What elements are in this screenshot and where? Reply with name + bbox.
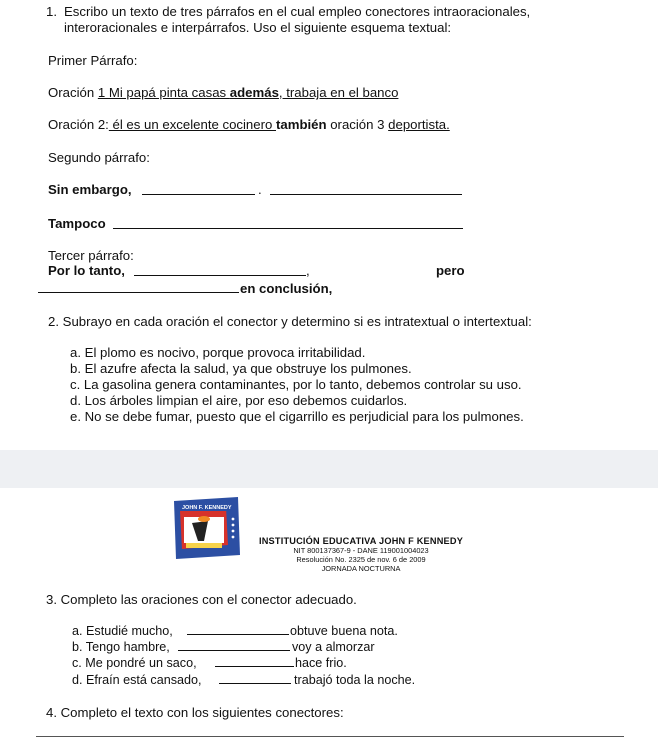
- q2-item-b: b. El azufre afecta la salud, ya que obstruye los pulmones.: [70, 361, 412, 376]
- q3-instruction: 3. Completo las oraciones con el conector adecuado.: [46, 592, 357, 607]
- q2-item-c: c. La gasolina genera contaminantes, por lo tanto, debemos controlar su uso.: [70, 377, 522, 392]
- q1-instruction-line1: Escribo un texto de tres párrafos en el cual empleo conectores intraoracionales,: [64, 4, 531, 19]
- institution-name: INSTITUCIÓN EDUCATIVA JOHN F KENNEDY: [258, 536, 464, 546]
- oracion-2-middle: oración 3: [326, 117, 389, 132]
- segundo-parrafo-heading: Segundo párrafo:: [48, 150, 150, 165]
- por-lo-tanto-blank[interactable]: [134, 275, 306, 276]
- q1-instruction-line2: interoracionales e interpárrafos. Uso el siguiente esquema textual:: [64, 20, 452, 35]
- sin-embargo-label: Sin embargo,: [48, 182, 132, 197]
- tampoco-blank[interactable]: [113, 228, 463, 229]
- oracion-2-connector: también: [276, 117, 327, 132]
- oracion-1-part2: , trabaja en el banco: [278, 85, 399, 100]
- institution-header: [252, 536, 470, 573]
- sin-embargo-blank-1[interactable]: [142, 194, 255, 195]
- q2-item-e: e. No se debe fumar, puesto que el cigarrillo es perjudicial para los pulmones.: [70, 409, 524, 424]
- q2-instruction: 2. Subrayo en cada oración el conector y determino si es intratextual o intertextual:: [48, 314, 532, 329]
- por-lo-tanto-comma: ,: [306, 263, 310, 278]
- oracion-2-prefix: Oración 2:: [48, 117, 109, 132]
- q3-item-a-blank[interactable]: [187, 634, 289, 635]
- primer-parrafo-heading: Primer Párrafo:: [48, 53, 138, 68]
- q3-item-d-right: trabajó toda la noche.: [294, 673, 416, 687]
- pero-blank[interactable]: [38, 292, 239, 293]
- en-conclusion-label: en conclusión,: [240, 281, 333, 296]
- page-separator: [0, 450, 658, 488]
- q3-item-b-right: voy a almorzar: [292, 640, 375, 654]
- q3-item-d-left: d. Efraín está cansado,: [72, 673, 202, 687]
- school-logo: [174, 497, 240, 559]
- institution-nit: NIT 800137367-9 - DANE 119001004023: [293, 546, 429, 555]
- q3-item-b-blank[interactable]: [178, 650, 290, 651]
- institution-schedule: JORNADA NOCTURNA: [321, 564, 401, 573]
- sin-embargo-blank-2[interactable]: [270, 194, 462, 195]
- q4-instruction: 4. Completo el texto con los siguientes conectores:: [46, 705, 344, 720]
- oracion-2: [48, 117, 450, 133]
- por-lo-tanto-label: Por lo tanto,: [48, 263, 125, 278]
- oracion-1-prefix: Oración: [48, 85, 98, 100]
- tercer-parrafo-heading: Tercer párrafo:: [48, 248, 134, 263]
- q4-box-top-edge: [36, 736, 624, 737]
- q3-item-c-right: hace frio.: [295, 656, 347, 670]
- q3-item-d-blank[interactable]: [219, 683, 291, 684]
- oracion-2-part1: él es un excelente cocinero: [108, 117, 276, 132]
- q2-item-d: d. Los árboles limpian el aire, por eso debemos cuidarlos.: [70, 393, 408, 408]
- logo-text: JOHN F. KENNEDY: [182, 505, 232, 511]
- q2-item-a: a. El plomo es nocivo, porque provoca irritabilidad.: [70, 345, 366, 360]
- q1-number: 1.: [46, 4, 57, 19]
- q3-item-c-blank[interactable]: [215, 666, 294, 667]
- institution-resolution: Resolución No. 2325 de nov. 6 de 2009: [296, 555, 426, 564]
- oracion-1-part1: 1 Mi papá pinta casas: [97, 85, 230, 100]
- tampoco-label: Tampoco: [48, 216, 106, 231]
- sin-embargo-dot: .: [258, 182, 262, 197]
- q3-item-a-left: a. Estudié mucho,: [72, 624, 173, 638]
- oracion-2-part2: deportista.: [388, 117, 450, 132]
- pero-label: pero: [436, 263, 465, 278]
- q3-item-c-left: c. Me pondré un saco,: [72, 656, 197, 670]
- q3-item-b-left: b. Tengo hambre,: [72, 640, 170, 654]
- q3-item-a-right: obtuve buena nota.: [290, 624, 398, 638]
- oracion-1-connector: además: [229, 85, 279, 100]
- oracion-1: [48, 85, 398, 101]
